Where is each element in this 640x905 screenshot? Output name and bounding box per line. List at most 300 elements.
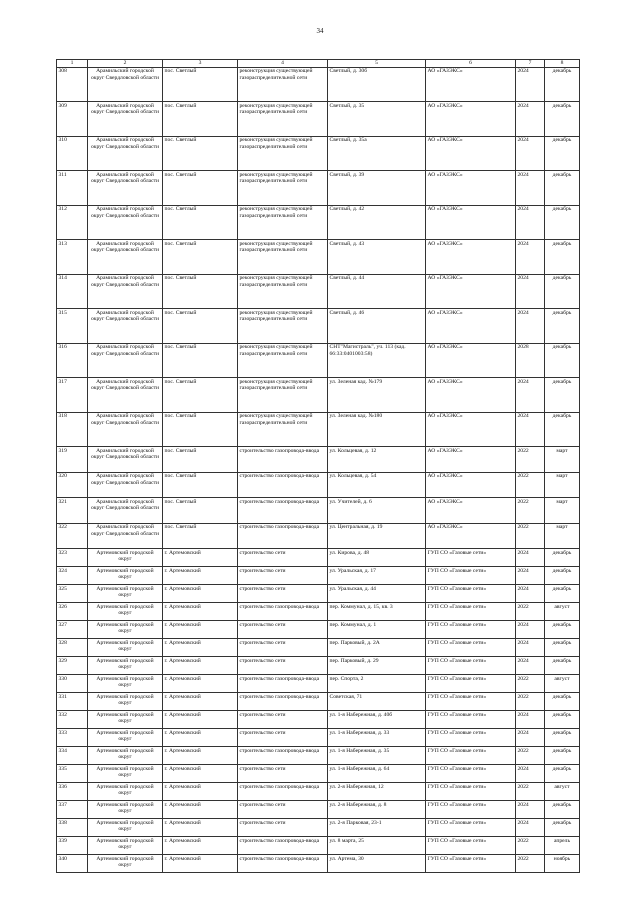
- row-number: 325: [57, 585, 88, 603]
- month-cell: декабрь: [545, 801, 580, 819]
- organization-cell: АО «ГАЗЭКС»: [426, 412, 516, 447]
- table-row: [57, 378, 580, 413]
- settlement-cell: г. Артемовский: [163, 837, 238, 855]
- work-type-cell: строительство сети: [238, 621, 328, 639]
- year-cell: 2024: [516, 378, 545, 413]
- address-cell: пер. Спорта, 2: [328, 675, 426, 693]
- column-number: 8: [545, 60, 580, 68]
- row-number: 332: [57, 711, 88, 729]
- table-row: [57, 67, 580, 102]
- settlement-cell: г. Артемовский: [163, 621, 238, 639]
- work-type-cell: строительство газопровода-ввода: [238, 855, 328, 873]
- table-row: [57, 205, 580, 240]
- column-number: 4: [238, 60, 328, 68]
- organization-cell: АО «ГАЗЭКС»: [426, 447, 516, 473]
- year-cell: 2022: [516, 498, 545, 524]
- organization-cell: АО «ГАЗЭКС»: [426, 274, 516, 309]
- month-cell: апрель: [545, 837, 580, 855]
- address-cell: пер. Коммунал, д. 1: [328, 621, 426, 639]
- address-cell: пер. Коммунал, д. 15, кв. 3: [328, 603, 426, 621]
- settlement-cell: г. Артемовский: [163, 549, 238, 567]
- month-cell: декабрь: [545, 171, 580, 206]
- organization-cell: АО «ГАЗЭКС»: [426, 472, 516, 498]
- municipality-cell: Артемовский городской округ: [88, 567, 163, 585]
- municipality-cell: Арамильский городской округ Свердловской области: [88, 136, 163, 171]
- year-cell: 2022: [516, 675, 545, 693]
- row-number: 334: [57, 747, 88, 765]
- settlement-cell: пос. Светлый: [163, 67, 238, 102]
- organization-cell: ГУП СО «Газовые сети»: [426, 621, 516, 639]
- row-number: 337: [57, 801, 88, 819]
- table-row: [57, 693, 580, 711]
- settlement-cell: г. Артемовский: [163, 639, 238, 657]
- work-type-cell: строительство газопровода-ввода: [238, 675, 328, 693]
- municipality-cell: Артемовский городской округ: [88, 639, 163, 657]
- settlement-cell: пос. Светлый: [163, 274, 238, 309]
- address-cell: ул. 2-я Набережная, 12: [328, 783, 426, 801]
- year-cell: 2024: [516, 567, 545, 585]
- year-cell: 2024: [516, 639, 545, 657]
- table-row: [57, 171, 580, 206]
- table-row: [57, 136, 580, 171]
- year-cell: 2024: [516, 102, 545, 137]
- organization-cell: АО «ГАЗЭКС»: [426, 523, 516, 549]
- row-number: 320: [57, 472, 88, 498]
- settlement-cell: г. Артемовский: [163, 747, 238, 765]
- row-number: 340: [57, 855, 88, 873]
- address-cell: СНТ"Магистраль", уч. 113 (кад. 66:33:0401003:58): [328, 343, 426, 378]
- organization-cell: ГУП СО «Газовые сети»: [426, 855, 516, 873]
- work-type-cell: строительство сети: [238, 711, 328, 729]
- settlement-cell: пос. Светлый: [163, 205, 238, 240]
- organization-cell: АО «ГАЗЭКС»: [426, 102, 516, 137]
- month-cell: декабрь: [545, 621, 580, 639]
- row-number: 317: [57, 378, 88, 413]
- municipality-cell: Арамильский городской округ Свердловской области: [88, 343, 163, 378]
- address-cell: ул. 8 марта, 25: [328, 837, 426, 855]
- municipality-cell: Артемовский городской округ: [88, 585, 163, 603]
- month-cell: декабрь: [545, 378, 580, 413]
- organization-cell: ГУП СО «Газовые сети»: [426, 657, 516, 675]
- month-cell: август: [545, 783, 580, 801]
- row-number: 319: [57, 447, 88, 473]
- settlement-cell: г. Артемовский: [163, 819, 238, 837]
- row-number: 322: [57, 523, 88, 549]
- year-cell: 2024: [516, 309, 545, 344]
- address-cell: Светлый, д. 35: [328, 102, 426, 137]
- month-cell: декабрь: [545, 102, 580, 137]
- column-number: 2: [88, 60, 163, 68]
- year-cell: 2022: [516, 747, 545, 765]
- settlement-cell: г. Артемовский: [163, 729, 238, 747]
- organization-cell: ГУП СО «Газовые сети»: [426, 783, 516, 801]
- organization-cell: АО «ГАЗЭКС»: [426, 498, 516, 524]
- row-number: 315: [57, 309, 88, 344]
- work-type-cell: строительство газопровода-ввода: [238, 837, 328, 855]
- settlement-cell: пос. Светлый: [163, 171, 238, 206]
- table-row: [57, 549, 580, 567]
- address-cell: ул. Центральная, д. 19: [328, 523, 426, 549]
- work-type-cell: строительство сети: [238, 765, 328, 783]
- organization-cell: ГУП СО «Газовые сети»: [426, 603, 516, 621]
- year-cell: 2022: [516, 603, 545, 621]
- table-row: [57, 585, 580, 603]
- year-cell: 2024: [516, 274, 545, 309]
- month-cell: декабрь: [545, 240, 580, 275]
- municipality-cell: Артемовский городской округ: [88, 549, 163, 567]
- settlement-cell: пос. Светлый: [163, 523, 238, 549]
- year-cell: 2022: [516, 783, 545, 801]
- work-type-cell: строительство газопровода-ввода: [238, 693, 328, 711]
- work-type-cell: строительство сети: [238, 729, 328, 747]
- row-number: 328: [57, 639, 88, 657]
- address-cell: ул. Учителей, д. 6: [328, 498, 426, 524]
- year-cell: 2022: [516, 855, 545, 873]
- month-cell: декабрь: [545, 67, 580, 102]
- month-cell: декабрь: [545, 639, 580, 657]
- work-type-cell: реконструкция существующей газораспределительной сети: [238, 136, 328, 171]
- row-number: 330: [57, 675, 88, 693]
- table-row: [57, 343, 580, 378]
- column-number: 7: [516, 60, 545, 68]
- month-cell: март: [545, 498, 580, 524]
- organization-cell: АО «ГАЗЭКС»: [426, 67, 516, 102]
- settlement-cell: пос. Светлый: [163, 136, 238, 171]
- address-cell: пер. Парковый, д. 29: [328, 657, 426, 675]
- work-type-cell: реконструкция существующей газораспределительной сети: [238, 102, 328, 137]
- table-row: [57, 240, 580, 275]
- municipality-cell: Артемовский городской округ: [88, 657, 163, 675]
- row-number: 336: [57, 783, 88, 801]
- municipality-cell: Артемовский городской округ: [88, 837, 163, 855]
- settlement-cell: пос. Светлый: [163, 240, 238, 275]
- organization-cell: ГУП СО «Газовые сети»: [426, 711, 516, 729]
- settlement-cell: пос. Светлый: [163, 412, 238, 447]
- month-cell: август: [545, 675, 580, 693]
- work-type-cell: реконструкция существующей газораспределительной сети: [238, 67, 328, 102]
- table-row: [57, 472, 580, 498]
- column-number: 1: [57, 60, 88, 68]
- municipality-cell: Артемовский городской округ: [88, 855, 163, 873]
- row-number: 324: [57, 567, 88, 585]
- settlement-cell: г. Артемовский: [163, 711, 238, 729]
- table-row: [57, 567, 580, 585]
- organization-cell: ГУП СО «Газовые сети»: [426, 639, 516, 657]
- month-cell: март: [545, 472, 580, 498]
- year-cell: 2022: [516, 472, 545, 498]
- row-number: 314: [57, 274, 88, 309]
- month-cell: декабрь: [545, 729, 580, 747]
- row-number: 310: [57, 136, 88, 171]
- month-cell: март: [545, 447, 580, 473]
- address-cell: ул. Кольцевая, д. 54: [328, 472, 426, 498]
- month-cell: декабрь: [545, 657, 580, 675]
- municipality-cell: Арамильский городской округ Свердловской области: [88, 378, 163, 413]
- year-cell: 2024: [516, 549, 545, 567]
- column-number: 5: [328, 60, 426, 68]
- municipality-cell: Артемовский городской округ: [88, 729, 163, 747]
- row-number: 312: [57, 205, 88, 240]
- table-row: [57, 523, 580, 549]
- year-cell: 2024: [516, 136, 545, 171]
- month-cell: декабрь: [545, 747, 580, 765]
- organization-cell: АО «ГАЗЭКС»: [426, 343, 516, 378]
- month-cell: декабрь: [545, 711, 580, 729]
- column-number: 3: [163, 60, 238, 68]
- table-row: [57, 639, 580, 657]
- municipality-cell: Арамильский городской округ Свердловской области: [88, 523, 163, 549]
- row-number: 335: [57, 765, 88, 783]
- table-row: [57, 498, 580, 524]
- address-cell: Советская, 71: [328, 693, 426, 711]
- row-number: 323: [57, 549, 88, 567]
- row-number: 321: [57, 498, 88, 524]
- month-cell: декабрь: [545, 412, 580, 447]
- year-cell: 2024: [516, 729, 545, 747]
- municipality-cell: Арамильский городской округ Свердловской области: [88, 274, 163, 309]
- table-row: [57, 801, 580, 819]
- municipality-cell: Артемовский городской округ: [88, 621, 163, 639]
- table-row: [57, 675, 580, 693]
- settlement-cell: г. Артемовский: [163, 855, 238, 873]
- organization-cell: АО «ГАЗЭКС»: [426, 309, 516, 344]
- month-cell: декабрь: [545, 819, 580, 837]
- month-cell: август: [545, 603, 580, 621]
- table-row: [57, 765, 580, 783]
- address-cell: ул. 1-я Набережная, д. 33: [328, 729, 426, 747]
- municipality-cell: Арамильский городской округ Свердловской области: [88, 472, 163, 498]
- work-type-cell: строительство сети: [238, 549, 328, 567]
- municipality-cell: Арамильский городской округ Свердловской области: [88, 102, 163, 137]
- month-cell: декабрь: [545, 765, 580, 783]
- settlement-cell: пос. Светлый: [163, 498, 238, 524]
- table-row: [57, 747, 580, 765]
- municipality-cell: Артемовский городской округ: [88, 801, 163, 819]
- municipality-cell: Арамильский городской округ Свердловской области: [88, 205, 163, 240]
- municipality-cell: Артемовский городской округ: [88, 747, 163, 765]
- table-row: [57, 274, 580, 309]
- table-row: [57, 603, 580, 621]
- municipality-cell: Арамильский городской округ Свердловской области: [88, 498, 163, 524]
- organization-cell: АО «ГАЗЭКС»: [426, 378, 516, 413]
- work-type-cell: реконструкция существующей газораспределительной сети: [238, 412, 328, 447]
- organization-cell: ГУП СО «Газовые сети»: [426, 675, 516, 693]
- year-cell: 2022: [516, 837, 545, 855]
- organization-cell: ГУП СО «Газовые сети»: [426, 765, 516, 783]
- municipality-cell: Арамильский городской округ Свердловской области: [88, 240, 163, 275]
- work-type-cell: строительство газопровода-ввода: [238, 783, 328, 801]
- year-cell: 2024: [516, 412, 545, 447]
- row-number: 331: [57, 693, 88, 711]
- work-type-cell: строительство сети: [238, 801, 328, 819]
- settlement-cell: г. Артемовский: [163, 585, 238, 603]
- address-cell: ул. 2-я Парковая, 23-1: [328, 819, 426, 837]
- settlement-cell: г. Артемовский: [163, 675, 238, 693]
- table-row: [57, 837, 580, 855]
- address-cell: Светлый, д. 46: [328, 309, 426, 344]
- row-number: 316: [57, 343, 88, 378]
- work-type-cell: строительство сети: [238, 567, 328, 585]
- month-cell: декабрь: [545, 585, 580, 603]
- year-cell: 2022: [516, 447, 545, 473]
- organization-cell: ГУП СО «Газовые сети»: [426, 729, 516, 747]
- work-type-cell: реконструкция существующей газораспределительной сети: [238, 240, 328, 275]
- row-number: 308: [57, 67, 88, 102]
- month-cell: ноябрь: [545, 855, 580, 873]
- table-row: [57, 729, 580, 747]
- table-row: [57, 855, 580, 873]
- settlement-cell: г. Артемовский: [163, 801, 238, 819]
- row-number: 311: [57, 171, 88, 206]
- gasification-table: [56, 59, 580, 873]
- address-cell: ул. 2-я Набережная, д. 8: [328, 801, 426, 819]
- organization-cell: ГУП СО «Газовые сети»: [426, 549, 516, 567]
- settlement-cell: пос. Светлый: [163, 102, 238, 137]
- work-type-cell: реконструкция существующей газораспределительной сети: [238, 171, 328, 206]
- settlement-cell: пос. Светлый: [163, 378, 238, 413]
- municipality-cell: Арамильский городской округ Свердловской области: [88, 67, 163, 102]
- municipality-cell: Артемовский городской округ: [88, 603, 163, 621]
- month-cell: декабрь: [545, 343, 580, 378]
- page-number: 34: [316, 27, 324, 35]
- year-cell: 2024: [516, 205, 545, 240]
- year-cell: 2024: [516, 67, 545, 102]
- settlement-cell: пос. Светлый: [163, 472, 238, 498]
- address-cell: ул. Уральская, д. 44: [328, 585, 426, 603]
- table-row: [57, 711, 580, 729]
- organization-cell: ГУП СО «Газовые сети»: [426, 585, 516, 603]
- address-cell: Светлый, д. 44: [328, 274, 426, 309]
- address-cell: ул. Зеленая кад. №179: [328, 378, 426, 413]
- address-cell: Светлый, д. 30б: [328, 67, 426, 102]
- table-row: [57, 309, 580, 344]
- settlement-cell: г. Артемовский: [163, 783, 238, 801]
- month-cell: декабрь: [545, 274, 580, 309]
- year-cell: 2022: [516, 693, 545, 711]
- settlement-cell: г. Артемовский: [163, 567, 238, 585]
- row-number: 338: [57, 819, 88, 837]
- address-cell: Светлый, д. 43: [328, 240, 426, 275]
- row-number: 329: [57, 657, 88, 675]
- row-number: 326: [57, 603, 88, 621]
- year-cell: 2024: [516, 819, 545, 837]
- month-cell: декабрь: [545, 136, 580, 171]
- work-type-cell: строительство газопровода-ввода: [238, 472, 328, 498]
- work-type-cell: реконструкция существующей газораспределительной сети: [238, 309, 328, 344]
- table-row: [57, 447, 580, 473]
- organization-cell: АО «ГАЗЭКС»: [426, 171, 516, 206]
- work-type-cell: строительство сети: [238, 639, 328, 657]
- organization-cell: ГУП СО «Газовые сети»: [426, 819, 516, 837]
- year-cell: 2024: [516, 171, 545, 206]
- settlement-cell: пос. Светлый: [163, 343, 238, 378]
- work-type-cell: строительство газопровода-ввода: [238, 498, 328, 524]
- settlement-cell: пос. Светлый: [163, 309, 238, 344]
- address-cell: ул. Артема, 30: [328, 855, 426, 873]
- organization-cell: ГУП СО «Газовые сети»: [426, 837, 516, 855]
- work-type-cell: строительство сети: [238, 585, 328, 603]
- organization-cell: АО «ГАЗЭКС»: [426, 240, 516, 275]
- settlement-cell: г. Артемовский: [163, 603, 238, 621]
- row-number: 313: [57, 240, 88, 275]
- settlement-cell: г. Артемовский: [163, 693, 238, 711]
- settlement-cell: г. Артемовский: [163, 657, 238, 675]
- work-type-cell: реконструкция существующей газораспределительной сети: [238, 274, 328, 309]
- organization-cell: ГУП СО «Газовые сети»: [426, 801, 516, 819]
- table-row: [57, 102, 580, 137]
- year-cell: 2024: [516, 585, 545, 603]
- municipality-cell: Артемовский городской округ: [88, 711, 163, 729]
- row-number: 333: [57, 729, 88, 747]
- address-cell: Светлый, д. 39: [328, 171, 426, 206]
- address-cell: ул. Кирова, д. 48: [328, 549, 426, 567]
- year-cell: 2024: [516, 765, 545, 783]
- year-cell: 2024: [516, 621, 545, 639]
- table-row: [57, 783, 580, 801]
- work-type-cell: строительство газопровода-ввода: [238, 603, 328, 621]
- work-type-cell: реконструкция существующей газораспределительной сети: [238, 343, 328, 378]
- table-row: [57, 819, 580, 837]
- organization-cell: ГУП СО «Газовые сети»: [426, 693, 516, 711]
- month-cell: декабрь: [545, 567, 580, 585]
- row-number: 309: [57, 102, 88, 137]
- address-cell: ул. 1-я Набережная, д. 35: [328, 747, 426, 765]
- column-number: 6: [426, 60, 516, 68]
- row-number: 339: [57, 837, 88, 855]
- month-cell: декабрь: [545, 549, 580, 567]
- row-number: 318: [57, 412, 88, 447]
- organization-cell: ГУП СО «Газовые сети»: [426, 567, 516, 585]
- organization-cell: АО «ГАЗЭКС»: [426, 136, 516, 171]
- settlement-cell: г. Артемовский: [163, 765, 238, 783]
- work-type-cell: строительство сети: [238, 819, 328, 837]
- organization-cell: ГУП СО «Газовые сети»: [426, 747, 516, 765]
- work-type-cell: строительство газопровода-ввода: [238, 447, 328, 473]
- month-cell: декабрь: [545, 693, 580, 711]
- year-cell: 2024: [516, 711, 545, 729]
- table-row: [57, 621, 580, 639]
- row-number: 327: [57, 621, 88, 639]
- year-cell: 2028: [516, 343, 545, 378]
- year-cell: 2024: [516, 801, 545, 819]
- work-type-cell: реконструкция существующей газораспределительной сети: [238, 205, 328, 240]
- address-cell: Светлый, д. 42: [328, 205, 426, 240]
- address-cell: пер. Парковый, д. 2А: [328, 639, 426, 657]
- municipality-cell: Арамильский городской округ Свердловской области: [88, 412, 163, 447]
- year-cell: 2024: [516, 657, 545, 675]
- municipality-cell: Артемовский городской округ: [88, 765, 163, 783]
- municipality-cell: Арамильский городской округ Свердловской области: [88, 171, 163, 206]
- address-cell: Светлый, д. 35а: [328, 136, 426, 171]
- municipality-cell: Артемовский городской округ: [88, 783, 163, 801]
- month-cell: декабрь: [545, 309, 580, 344]
- table-row: [57, 657, 580, 675]
- address-cell: ул. Уральская, д. 17: [328, 567, 426, 585]
- table-row: [57, 412, 580, 447]
- municipality-cell: Артемовский городской округ: [88, 819, 163, 837]
- address-cell: ул. 1-я Набережная, д. 40б: [328, 711, 426, 729]
- settlement-cell: пос. Светлый: [163, 447, 238, 473]
- municipality-cell: Арамильский городской округ Свердловской области: [88, 309, 163, 344]
- work-type-cell: строительство газопровода-ввода: [238, 523, 328, 549]
- municipality-cell: Артемовский городской округ: [88, 675, 163, 693]
- year-cell: 2024: [516, 240, 545, 275]
- address-cell: ул. Зеленая кад. №180: [328, 412, 426, 447]
- column-number-row: [57, 60, 580, 68]
- organization-cell: АО «ГАЗЭКС»: [426, 205, 516, 240]
- month-cell: декабрь: [545, 205, 580, 240]
- work-type-cell: реконструкция существующей газораспределительной сети: [238, 378, 328, 413]
